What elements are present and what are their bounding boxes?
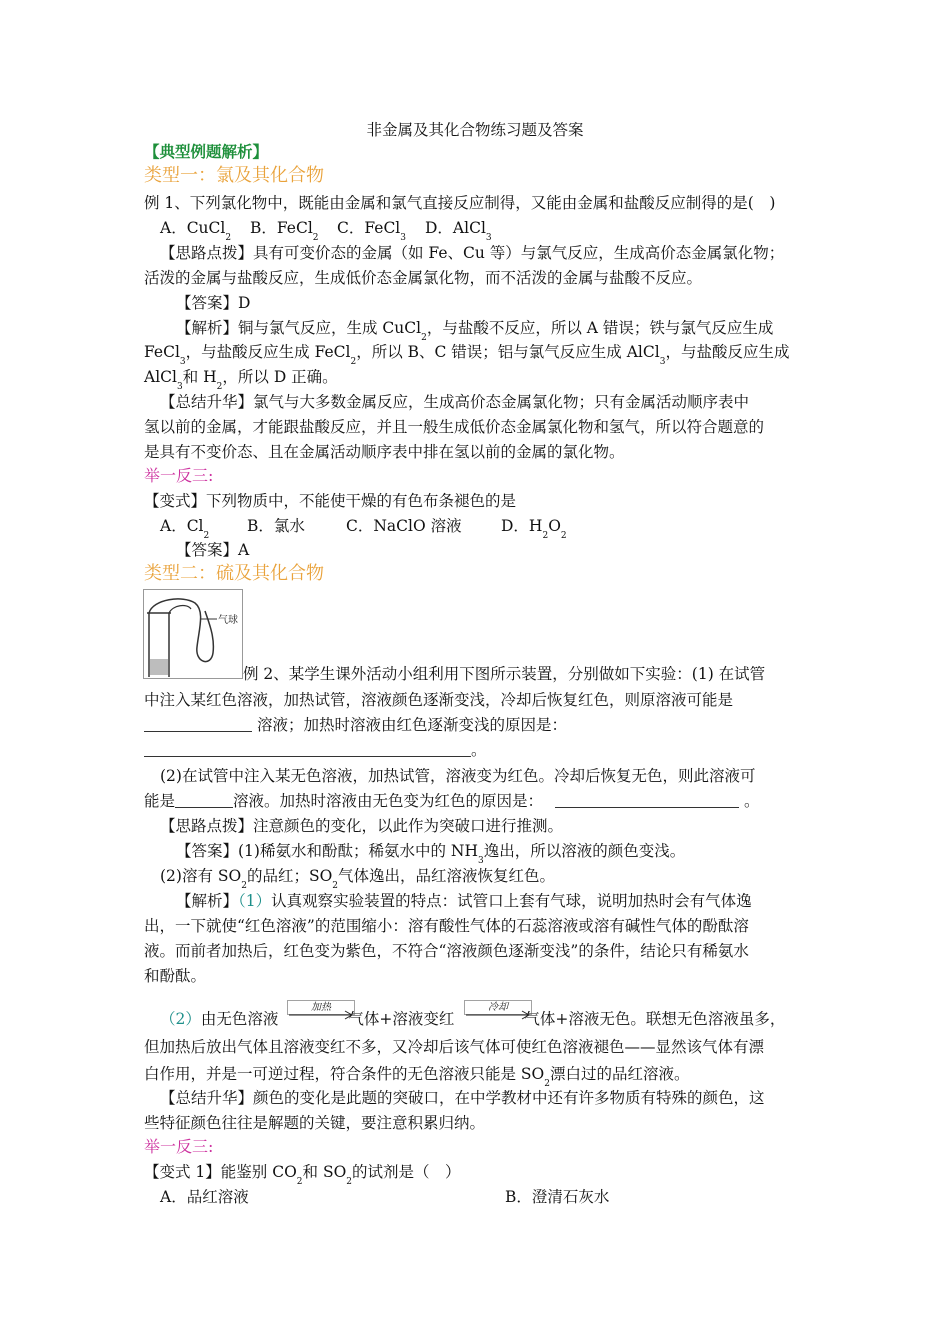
cool-arrow-label: 冷却 [488, 1002, 508, 1013]
analysis-2-line-7: 白作用，并是一可逆过程，符合条件的无色溶液只能是 $SO_2$漂白过的品红溶液。 [144, 1065, 690, 1089]
summary-line-1: 【总结升华】氯气与大多数金属反应，生成高价态金属氯化物；只有金属活动顺序表中 [160, 393, 750, 411]
answer-blank-4[interactable] [555, 793, 739, 808]
analysis-line-2: FeCl$_3$，与盐酸反应生成 FeCl$_2$，所以 B、C 错误；铝与氯气反应生成 AlCl$_3$，与盐酸反应生成 [144, 343, 790, 367]
answer-blank-2[interactable] [144, 742, 471, 757]
analysis-2-line-6: 但加热后放出气体且溶液变红不多，又冷却后该气体可使红色溶液褪色——显然该气体有漂 [144, 1038, 765, 1056]
analysis-2-line-2: 出，一下就使“红色溶液”的范围缩小：溶有酸性气体的石蕊溶液或溶有碱性气体的酚酞溶 [144, 917, 749, 935]
answer-2-line-1: 【答案】(1)稀氨水和酚酞；稀氨水中的 $NH_3$逸出，所以溶液的颜色变浅。 [176, 842, 686, 866]
analysis-2-line-5: （2）由无色溶液 气体+溶液变红 气体+溶液无色。联想无色溶液虽多， [160, 1010, 786, 1028]
solution-level [150, 659, 168, 675]
answer-2-line-2: (2)溶有 $SO_2$的品红；$SO_2$气体逸出，品红溶液恢复红色。 [160, 867, 556, 891]
apparatus-figure [143, 589, 243, 679]
question-2-line-4: 。 [144, 740, 487, 760]
q1-option-a: A．CuCl$_2$ [160, 219, 232, 243]
analysis-line-1: 【解析】铜与氯气反应，生成 CuCl$_2$，与盐酸不反应，所以 A 错误；铁与氯气反应生成 [176, 319, 774, 343]
summary-2-line-1: 【总结升华】颜色的变化是此题的突破口，在中学教材中还有许多物质有特殊的颜色，这 [160, 1089, 765, 1107]
practice-heading-2: 举一反三: [144, 1137, 214, 1156]
practice-heading-1: 举一反三: [144, 466, 214, 485]
question-2-line-1: 例 2、某学生课外活动小组利用下图所示装置，分别做如下实验：(1) 在试管 [243, 665, 766, 683]
type2-heading: 类型二：硫及其化合物 [144, 563, 324, 584]
summary-line-2: 氢以前的金属，才能跟盐酸反应，并且一般生成低价态金属氯化物和氢气，所以符合题意的 [144, 418, 765, 436]
answer-blank-1[interactable] [144, 717, 252, 732]
question-2-part2-line-1: (2)在试管中注入某无色溶液，加热试管，溶液变为红色。冷却后恢复无色，则此溶液可 [160, 767, 756, 785]
answer-blank-3[interactable] [175, 793, 233, 808]
variant-1-option-b: B．澄清石灰水 [505, 1188, 610, 1206]
variant-1-option-a: A．品红溶液 [160, 1188, 249, 1206]
variant-question: 【变式】下列物质中，不能使干燥的有色布条褪色的是 [144, 492, 517, 510]
heat-arrow [287, 1000, 355, 1022]
answer-1: 【答案】D [176, 294, 251, 312]
document-title: 非金属及其化合物练习题及答案 [366, 121, 584, 139]
variant-option-c: C．NaClO 溶液 [346, 517, 462, 535]
q1-option-c: C．FeCl$_3$ [337, 219, 406, 243]
balloon-label: 气球 [218, 615, 238, 626]
question-2-line-2: 中注入某红色溶液，加热试管，溶液颜色逐渐变浅，冷却后恢复红色，则原溶液可能是 [144, 691, 734, 709]
q1-option-b: B．FeCl$_2$ [250, 219, 319, 243]
variant-1-question: 【变式 1】能鉴别 $CO_2$和 $SO_2$的试剂是（ ） [144, 1163, 461, 1187]
summary-2-line-2: 些特征颜色往往是解题的关键，要注意积累归纳。 [144, 1114, 486, 1132]
analysis-2-line-4: 和酚酞。 [144, 967, 207, 985]
analysis-2-line-3: 液。而前者加热后，红色变为紫色，不符合“溶液颜色逐渐变浅”的条件，结论只有稀氨水 [144, 942, 749, 960]
type1-heading: 类型一：氯及其化合物 [144, 165, 324, 186]
cool-arrow [464, 1000, 532, 1022]
question-1: 例 1、下列氯化物中，既能由金属和氯气直接反应制得，又能由金属和盐酸反应制得的是( ) [144, 194, 776, 212]
summary-line-3: 是具有不变价态、且在金属活动顺序表中排在氢以前的金属的氯化物。 [144, 443, 625, 461]
heat-arrow-label: 加热 [311, 1002, 331, 1013]
question-2-part2-line-2: 能是 溶液。加热时溶液由无色变为红色的原因是： 。 [144, 792, 760, 810]
variant-option-b: B．氯水 [247, 517, 305, 535]
hint-line-2: 活泼的金属与盐酸反应，生成低价态金属氯化物，而不活泼的金属与盐酸不反应。 [144, 269, 703, 287]
variant-answer: 【答案】A [176, 541, 250, 559]
hint-line-1: 【思路点拨】具有可变价态的金属（如 Fe、Cu 等）与氯气反应，生成高价态金属氯化物； [160, 244, 785, 262]
hint-2: 【思路点拨】注意颜色的变化，以此作为突破口进行推测。 [160, 817, 564, 835]
analysis-line-3: AlCl$_3$和 $H_2$，所以 D 正确。 [144, 368, 338, 392]
variant-option-d: D．$H_2O_2$ [501, 517, 567, 541]
section-header: 【典型例题解析】 [144, 142, 269, 161]
question-2-line-3: 溶液；加热时溶液由红色逐渐变浅的原因是： [144, 715, 567, 735]
q1-option-d: D．AlCl$_3$ [425, 219, 492, 243]
analysis-2-line-1: 【解析】（1）认真观察实验装置的特点：试管口上套有气球，说明加热时会有气体逸 [176, 892, 752, 910]
variant-option-a: A．$Cl_2$ [160, 517, 210, 541]
